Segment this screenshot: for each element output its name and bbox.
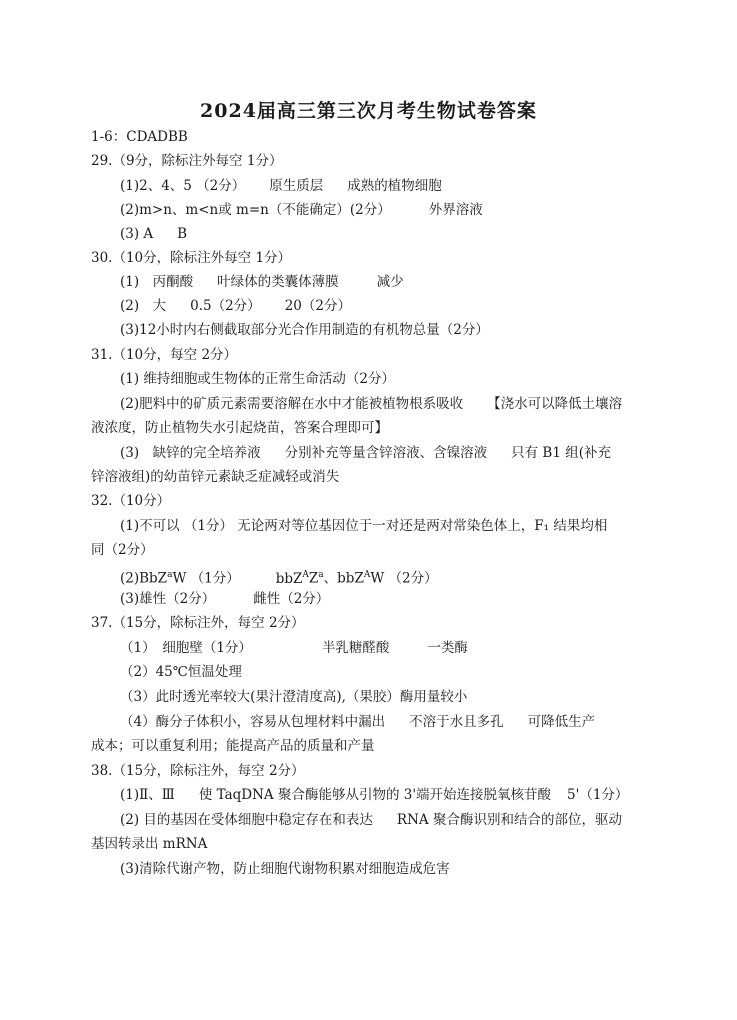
q31-2-b: 【浇水可以降低土壤溶	[487, 396, 623, 412]
q30-2-c: 20（2分）	[284, 298, 351, 314]
q30-line-3: (3)12小时内右侧截取部分光合作用制造的有机物总量（2分）	[120, 322, 489, 338]
q37-4-c: 可降低生产	[527, 714, 596, 730]
q29-2-a: (2)m>n、m<n或 m=n（不能确定）(2分）	[120, 202, 391, 218]
q32-2-text-e: 、bbZ	[323, 570, 364, 587]
q32-line-3	[120, 590, 329, 608]
q30-1-c: 减少	[376, 274, 404, 290]
q29-line-1	[120, 177, 442, 195]
q32-2-text-a: (2)BbZ	[120, 570, 168, 587]
q32-header: 32.（10分）	[91, 493, 171, 509]
q31-line-2a	[120, 395, 622, 413]
q37-line-3: （3）此时透光率较大(果汁澄清度高),（果胶）酶用量较小	[120, 689, 468, 705]
q32-2-sup-d: A	[363, 570, 371, 580]
q32-2-sup-c: a	[318, 570, 324, 580]
q30-header: 30.（10分，除标注外每空 1分）	[91, 250, 292, 266]
page-title: 2024届高三第三次月考生物试卷答案	[200, 100, 537, 122]
q31-line-3a	[120, 444, 611, 462]
q32-line-1a: (1)不可以 （1分） 无论两对等位基因位于一对还是两对常染色体上，F₁ 结果均相	[120, 518, 608, 534]
q32-2-sup-b: A	[302, 570, 309, 580]
q29-header: 29.（9分，除标注外每空 1分）	[91, 153, 283, 169]
q32-2-text-f: W （2分）	[370, 570, 438, 587]
q31-line-1: (1) 维持细胞或生物体的正常生命活动（2分）	[120, 371, 396, 387]
q31-3-b: 分别补充等量含锌溶液、含镍溶液	[284, 445, 488, 461]
q31-2-a: (2)肥料中的矿质元素需要溶解在水中才能被植物根系吸收	[120, 396, 464, 412]
q32-2-sup-a: a	[167, 570, 173, 580]
q38-line-2b: 基因转录出 mRNA	[91, 836, 208, 852]
q38-line-3: (3)清除代谢产物，防止细胞代谢物积累对细胞造成危害	[120, 861, 450, 877]
q29-1-b: 原生质层	[269, 178, 324, 194]
q38-line-2a	[120, 811, 622, 829]
q31-3-a: (3) 缺锌的完全培养液	[120, 445, 261, 461]
q32-2-text-b: W （1分）	[172, 570, 240, 587]
q30-line-1	[120, 273, 404, 291]
q29-1-c: 成熟的植物细胞	[347, 178, 442, 194]
q29-3-b: B	[177, 226, 188, 242]
q30-2-a: (2) 大	[120, 298, 167, 314]
q30-1-a: (1) 丙酮酸	[120, 274, 194, 290]
q29-1-a: (1)2、4、5 （2分）	[120, 178, 246, 194]
mc-answers: 1-6：CDADBB	[91, 129, 188, 145]
q37-4-a: （4）酶分子体积小，容易从包埋材料中漏出	[120, 714, 386, 730]
q31-3-c: 只有 B1 组(补充	[511, 445, 611, 461]
q29-3-a: (3) A	[120, 226, 154, 242]
q38-header: 38.（15分，除标注外，每空 2分）	[91, 763, 305, 779]
q38-1-b: 使 TaqDNA 聚合酶能够从引物的 3'端开始连接脱氧核苷酸	[198, 787, 552, 803]
q38-line-1	[120, 786, 628, 804]
q32-3-b: 雌性（2分）	[253, 591, 330, 607]
q29-2-b: 外界溶液	[428, 202, 483, 218]
q37-4-b: 不溶于水且多孔	[409, 714, 504, 730]
q32-line-1b: 同（2分）	[91, 542, 154, 558]
q29-line-2	[120, 201, 483, 219]
q37-header: 37.（15分，除标注外，每空 2分）	[91, 615, 305, 631]
q38-2-b: RNA 聚合酶识别和结合的部位，驱动	[396, 812, 622, 828]
q37-line-1	[120, 639, 468, 657]
q32-line-2	[120, 566, 438, 588]
q30-1-b: 叶绿体的类囊体薄膜	[217, 274, 339, 290]
q30-2-b: 0.5（2分）	[190, 298, 261, 314]
q37-line-4a	[120, 713, 595, 731]
q37-line-4b: 成本；可以重复利用；能提高产品的质量和产量	[91, 738, 375, 754]
q37-1-a: （1） 细胞壁（1分）	[120, 640, 252, 656]
q32-2-text-c: bbZ	[275, 570, 303, 587]
q37-1-c: 一类酶	[427, 640, 468, 656]
q32-3-a: (3)雄性（2分）	[120, 591, 216, 607]
q31-header: 31.（10分，每空 2分）	[91, 347, 238, 363]
q30-line-2	[120, 297, 351, 315]
q37-line-2: （2）45℃恒温处理	[120, 664, 242, 680]
q31-line-2b: 液浓度，防止植物失水引起烧苗，答案合理即可】	[91, 420, 388, 436]
q38-1-c: 5'（1分）	[567, 787, 629, 803]
q31-line-3b: 锌溶液组)的幼苗锌元素缺乏症减轻或消失	[91, 469, 340, 485]
q37-1-b: 半乳糖醛酸	[321, 640, 390, 656]
q32-2-text-d: Z	[308, 570, 319, 587]
q38-2-a: (2) 目的基因在受体细胞中稳定存在和表达	[120, 812, 373, 828]
q29-line-3	[120, 225, 187, 243]
q38-1-a: (1)Ⅱ、Ⅲ	[120, 787, 175, 803]
